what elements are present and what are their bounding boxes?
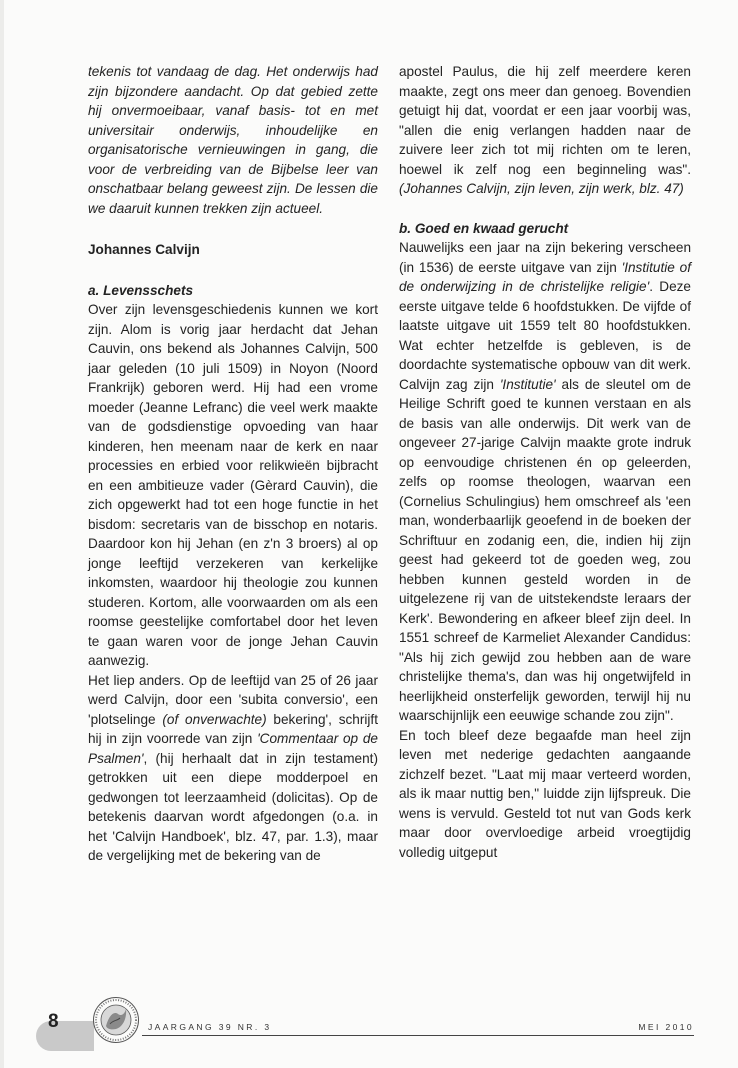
intro-paragraph: tekenis tot vandaag de dag. Het onderwijs had zijn bijzondere aandacht. Op dat gebied zette hij onvermoeibaar, vanaf basis- tot en met universitair onderwijs, inhoudelijke en organisatorische vernieuwingen in gang, die voor de verbreiding van de Bijbelse leer van onschatbaar belang geweest zijn. De lessen die we daaruit kunnen trekken zijn actueel. [88, 64, 378, 216]
page-footer [0, 1012, 738, 1052]
paragraph-levensgeschiedenis: Over zijn levensgeschiedenis kunnen we kort zijn. Alom is vorig jaar herdacht dat Jehan Cauvin, ons bekend als Johannes Calvijn, 500 jaar geleden (10 juli 1509) in Noyon (Noord Frankrijk) geboren werd. Hij had een vrome moeder (Jeanne Lefranc) die veel werk maakte van de godsdienstige opvoeding van haar kinderen, hen meenam naar de kerk en naar processies en erbied voor relikwieën bijbracht en een ambitieuze vader (Gèrard Cauvin), die zich opgewerkt had tot een hoge functie in het bisdom: secretaris van de bisschop en notaris. Daardoor kon hij Jehan (en z'n 3 broers) al op jonge leeftijd verzekeren van kerkelijke inkomsten, waardoor hij theologie zou kunnen studeren. Kortom, alle voorwaarden om als een roomse geestelijke comfortabel door het leven te gaan waren voor de jonge Jehan Cauvin aanwezig. [88, 302, 378, 668]
seal-logo-icon [92, 996, 140, 1044]
subheading-goed-en-kwaad: b. Goed en kwaad gerucht [399, 220, 569, 236]
paragraph-paulus: apostel Paulus, die hij zelf meerdere keren maakte, zegt ons meer dan genoeg. Bovendien getuigt hij dat, voordat er een jaar voorbij was, "allen die enig verlangen hadden naar de zuivere leer zich tot mij richten om te leren, hoewel ik zelf nog een beginneling was". (Johannes Calvijn, zijn leven, zijn werk, blz. 47) [399, 64, 691, 196]
page-number-tab [36, 1021, 94, 1051]
page-number: 8 [48, 1011, 59, 1032]
page-edge [0, 0, 4, 1068]
paragraph-institutie: Nauwelijks een jaar na zijn bekering verscheen (in 1536) de eerste uitgave van zijn 'Institutie of de onderwijzing in de christelijke religie'. Deze eerste uitgave telde 6 hoofdstukken. De vijfde of laatste uitgave uit 1559 telt 80 hoofdstukken. Wat echter hetzelfde is gebleven, is de doordachte systematische opbouw van dit werk. Calvijn zag zijn 'Institutie' als de sleutel om de Heilige Schrift goed te kunnen verstaan en als de basis van alle onderwijs. Dit werk van de ongeveer 27-jarige Calvijn maakte grote indruk op eenvoudige christenen én op geleerden, zelfs op roomse theologen, waarvan een (Cornelius Schulingius) hem omschreef als 'een man, wonderbaarlijk geoefend in de boeken der Schriftuur en zodanig een, die, indien hij zijn geest had gekeerd tot de goeden weg, zou hebben kunnen gesteld worden in de uitgelezene rij van de uitstekendste leraars der Kerk'. Bewondering en afkeer bleef zijn deel. In 1551 schreef de Karmeliet Alexander Candidus: "Als hij zich gewijd zou hebben aan de ware christelijke thema's, dan was hij ongetwijfeld in heerlijkheid onsterfelijk geworden, terwijl hij nu waarschijnlijk een eeuwige schande zou zijn". [399, 240, 691, 723]
footer-rule [142, 1035, 694, 1036]
paragraph-bekering: Het liep anders. Op de leeftijd van 25 of 26 jaar werd Calvijn, door een 'subita conversio', een 'plotselinge (of onverwachte) bekering', schrijft hij in zijn voorrede van zijn 'Commentaar op de Psalmen', (hij herhaalt dat in zijn testament) getrokken uit een diepe modderpoel en gedwongen tot leerzaamheid (dolicitas). Op de betekenis daarvan wordt afgedongen (o.a. in het 'Calvijn Handboek', blz. 47, par. 1.3), maar de vergelijking met de bekering van de [88, 672, 378, 863]
journal-volume: JAARGANG 39 NR. 3 [148, 1022, 272, 1032]
paragraph-lijfspreuk: En toch bleef deze begaafde man heel zijn leven met nederige gedachten aangaande zichzelf bezet. "Laat mij maar verteerd worden, als ik maar nuttig ben," luidde zijn lijfspreuk. Die wens is vervuld. Gesteld tot nut van Gods kerk maar door overvloedige arbeid vroegtijdig volledig uitgeput [399, 727, 691, 860]
subheading-levensschets: a. Levensschets [88, 282, 194, 298]
issue-date: MEI 2010 [638, 1022, 694, 1032]
right-column [399, 62, 691, 862]
left-column [88, 62, 378, 866]
section-title: Johannes Calvijn [88, 242, 200, 257]
